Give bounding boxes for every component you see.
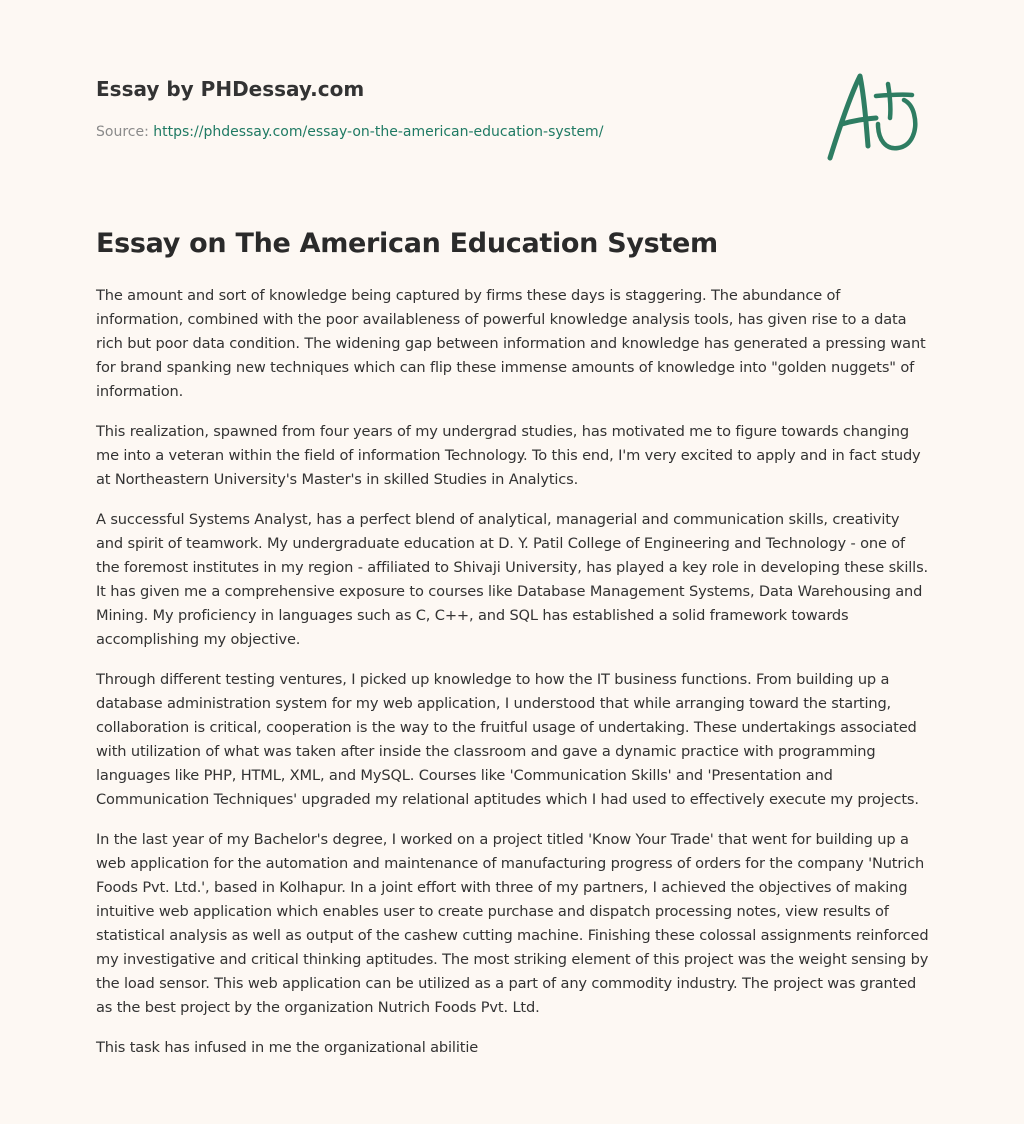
essay-title: Essay on The American Education System bbox=[96, 228, 718, 259]
essay-paragraph: Through different testing ventures, I picked up knowledge to how the IT business functions. From building up a database administration system for my web application, I understood that while arranging toward the starting, collaboration is critical, cooperation is the way to the fruitful usage of undertaking. These undertakings associated with utilization of what was taken after inside the classroom and gave a dynamic practice with programming languages like PHP, HTML, XML, and MySQL. Courses like 'Communication Skills' and 'Presentation and Communication Techniques' upgraded my relational aptitudes which I had used to effectively execute my projects. bbox=[96, 671, 919, 808]
brand-title: Essay by PHDessay.com bbox=[96, 77, 365, 101]
essay-paragraph: This realization, spawned from four years of my undergrad studies, has motivated me to figure towards changing me into a veteran within the field of information Technology. To this end, I'm very excited to apply and in fact study at Northeastern University's Master's in skilled Studies in Analytics. bbox=[96, 423, 921, 488]
document-header bbox=[96, 74, 796, 142]
essay-paragraph: The amount and sort of knowledge being captured by firms these days is staggering. The abundance of information, combined with the poor availableness of powerful knowledge analysis tools, has given rise to a data rich but poor data condition. The widening gap between information and knowledge has generated a pressing want for brand spanking new techniques which can flip these immense amounts of knowledge into "golden nuggets" of information. bbox=[96, 287, 926, 400]
essay-paragraph: In the last year of my Bachelor's degree, I worked on a project titled 'Know Your Trade' that went for building up a web application for the automation and maintenance of manufacturing progress of orders for the company 'Nutrich Foods Pvt. Ltd.', based in Kolhapur. In a joint effort with three of my partners, I achieved the objectives of making intuitive web application which enables user to create purchase and dispatch processing notes, view results of statistical analysis as well as output of the cashew cutting machine. Finishing these colossal assignments reinforced my investigative and critical thinking aptitudes. The most striking element of this project was the weight sensing by the load sensor. This web application can be utilized as a part of any commodity industry. The project was granted as the best project by the organization Nutrich Foods Pvt. Ltd. bbox=[96, 831, 929, 1016]
essay-body bbox=[96, 284, 930, 1076]
a-plus-logo-icon bbox=[820, 66, 930, 166]
source-line bbox=[96, 122, 796, 142]
essay-paragraph: This task has infused in me the organizational abilitie bbox=[96, 1039, 479, 1056]
essay-paragraph: A successful Systems Analyst, has a perfect blend of analytical, managerial and communication skills, creativity and spirit of teamwork. My undergraduate education at D. Y. Patil College of Engineering and Technology - one of the foremost institutes in my region - affiliated to Shivaji University, has played a key role in developing these skills. It has given me a comprehensive exposure to courses like Database Management Systems, Data Warehousing and Mining. My proficiency in languages such as C, C++, and SQL has established a solid framework towards accomplishing my objective. bbox=[96, 511, 929, 648]
source-label: Source: bbox=[96, 124, 149, 140]
source-link[interactable]: https://phdessay.com/essay-on-the-american-education-system/ bbox=[153, 124, 604, 140]
